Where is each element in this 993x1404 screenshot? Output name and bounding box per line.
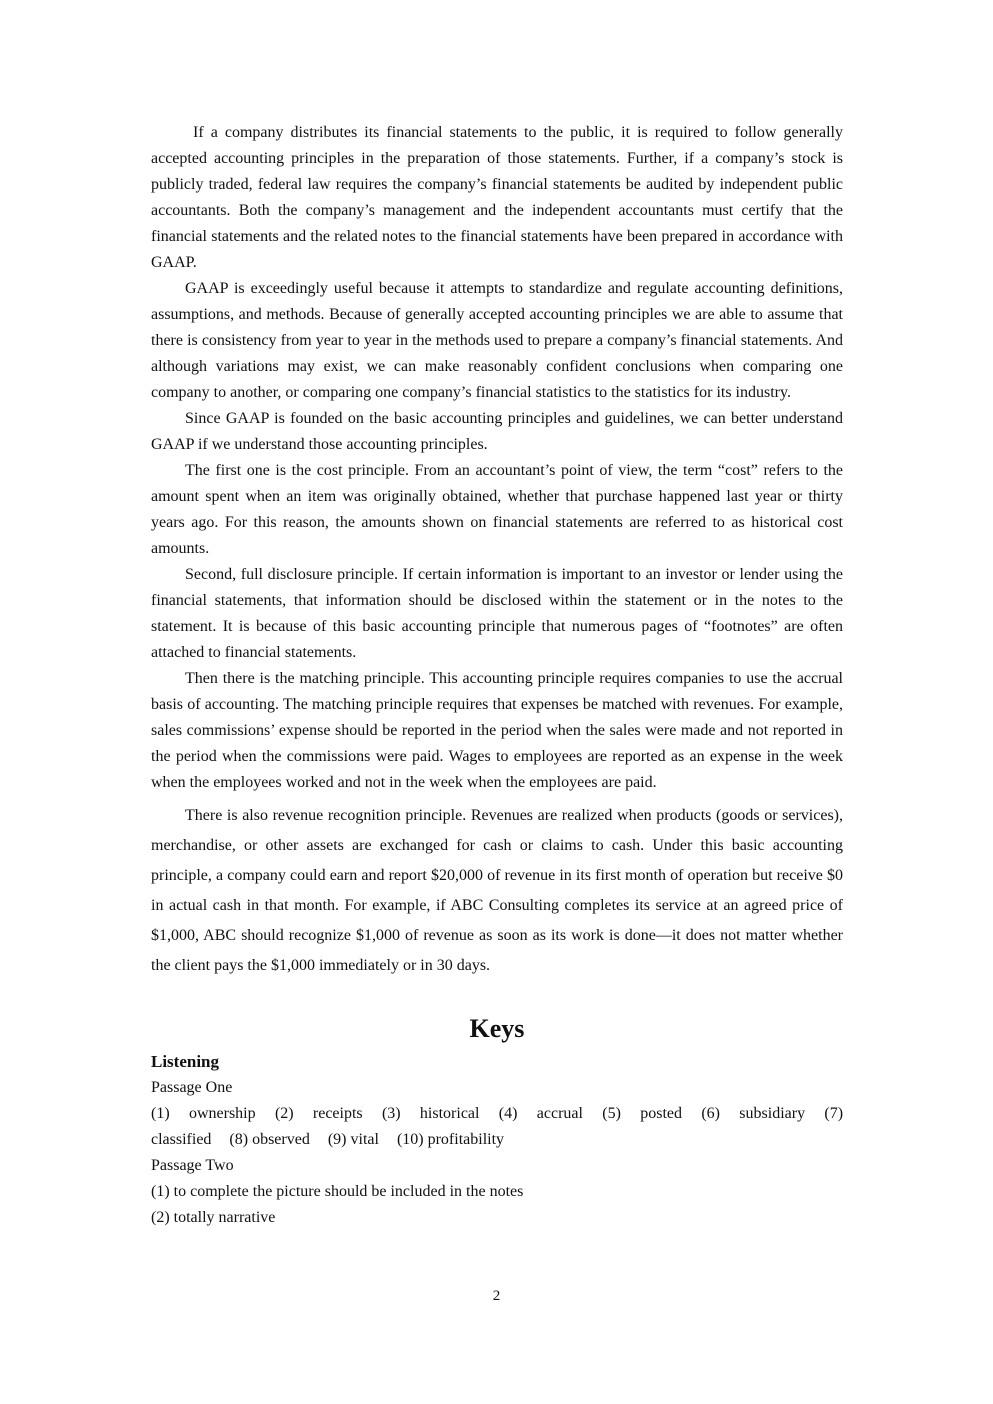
passage-one-answers-line-1 <box>151 1101 843 1127</box>
paragraph-revenue-recognition: There is also revenue recognition principle. Revenues are realized when products (goods or services), merchandise, or other assets are exchanged for cash or claims to cash. Under this basic accounting principle, a company could earn and report $20,000 of revenue in its first month of operation but receive $0 in actual cash in that month. For example, if ABC Consulting completes its service at an agreed price of $1,000, ABC should recognize $1,000 of revenue as soon as its work is done—it does not matter whether the client pays the $1,000 immediately or in 30 days. <box>151 807 843 974</box>
passage-one-answers-line-2 <box>151 1127 843 1153</box>
answer-3: (3) historical <box>381 1105 480 1122</box>
paragraph-gaap-founded: Since GAAP is founded on the basic accounting principles and guidelines, we can better understand GAAP if we understand those accounting principles. <box>151 410 843 453</box>
passage-one-label: Passage One <box>151 1079 233 1096</box>
keys-section <box>151 1049 843 1231</box>
answer-4: (4) accrual <box>498 1105 583 1122</box>
answer-7-number: (7) <box>824 1105 844 1122</box>
body-text <box>151 120 843 981</box>
paragraph-full-disclosure: Second, full disclosure principle. If certain information is important to an investor or lender using the financial statements, that information should be disclosed within the statement or in the notes to the statement. It is because of this basic accounting principle that numerous pages of “footnotes” are often attached to financial statements. <box>151 566 843 661</box>
document-page <box>151 120 843 1231</box>
paragraph-gaap-useful: GAAP is exceedingly useful because it attempts to standardize and regulate accounting definitions, assumptions, and methods. Because of generally accepted accounting principles we are able to assume that there is consistency from year to year in the methods used to prepare a company’s financial statements. And although variations may exist, we can make reasonably confident conclusions when comparing one company to another, or comparing one company’s financial statistics to the statistics for its industry. <box>151 280 843 401</box>
passage-two-answer-2: (2) totally narrative <box>151 1209 276 1226</box>
answer-9: (9) vital <box>327 1131 379 1148</box>
answer-5: (5) posted <box>602 1105 683 1122</box>
answer-8: (8) observed <box>229 1131 310 1148</box>
passage-two-label: Passage Two <box>151 1157 234 1174</box>
passage-two-answer-1: (1) to complete the picture should be included in the notes <box>151 1183 524 1200</box>
answer-7-word: classified <box>151 1131 212 1148</box>
answer-2: (2) receipts <box>274 1105 363 1122</box>
answer-10: (10) profitability <box>396 1131 505 1148</box>
answer-1: (1) ownership <box>151 1105 256 1122</box>
paragraph-cost-principle: The first one is the cost principle. From an accountant’s point of view, the term “cost” refers to the amount spent when an item was originally obtained, whether that purchase happened last year or thirty years ago. For this reason, the amounts shown on financial statements are referred to as historical cost amounts. <box>151 462 843 557</box>
page-number: 2 <box>492 1288 501 1304</box>
paragraph-matching-principle: Then there is the matching principle. This accounting principle requires companies to use the accrual basis of accounting. The matching principle requires that expenses be matched with revenues. For example, sales commissions’ expense should be reported in the period when the sales were made and not reported in the period when the commissions were paid. Wages to employees are reported as an expense in the week when the employees worked and not in the week when the employees are paid. <box>151 670 843 791</box>
keys-title: Keys <box>469 1014 525 1043</box>
listening-heading: Listening <box>151 1052 220 1071</box>
paragraph-gaap-public: If a company distributes its financial statements to the public, it is required to follow generally accepted accounting principles in the preparation of those statements. Further, if a company’s stock is publicly traded, federal law requires the company’s financial statements be audited by independent public accountants. Both the company’s management and the independent accountants must certify that the financial statements and the related notes to the financial statements have been prepared in accordance with GAAP. <box>151 124 843 271</box>
answer-6: (6) subsidiary <box>701 1105 806 1122</box>
